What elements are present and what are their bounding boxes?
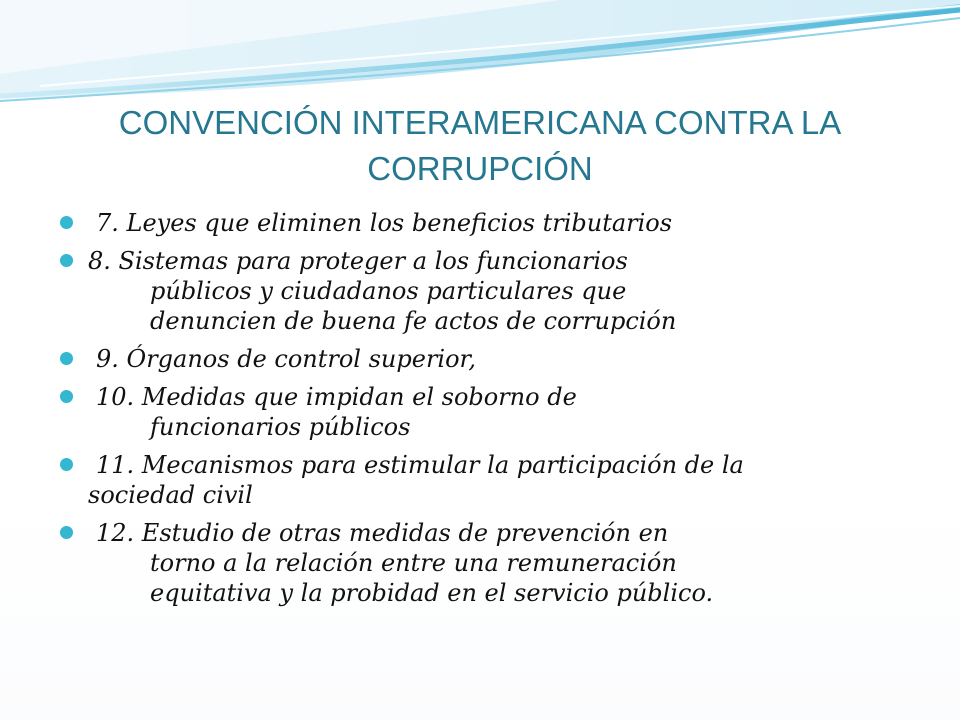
- bullet-dot-icon: [60, 526, 73, 539]
- bullet-text-continuation: funcionarios públicos: [150, 413, 411, 441]
- bullet-item-7: [60, 208, 920, 238]
- bullet-text: 11. Mecanismos para estimular la participación de la: [96, 451, 744, 479]
- bullet-item-12: [60, 518, 920, 608]
- slide-title: [60, 100, 900, 192]
- bullet-dot-icon: [60, 458, 73, 471]
- bullet-text: 10. Medidas que impidan el soborno de: [96, 383, 577, 411]
- bullet-text: 9. Órganos de control superior,: [96, 345, 477, 373]
- bullet-list: [60, 208, 920, 616]
- slide-title-line-1: CONVENCIÓN INTERAMERICANA CONTRA LA: [118, 104, 842, 141]
- bullet-dot-icon: [60, 390, 73, 403]
- bullet-text: 8. Sistemas para proteger a los funcionarios: [88, 247, 628, 275]
- bullet-text: 12. Estudio de otras medidas de prevención en: [96, 519, 669, 547]
- bullet-item-11: [60, 450, 920, 510]
- bullet-text-continuation: denuncien de buena fe actos de corrupción: [150, 307, 677, 335]
- bullet-text-continuation: equitativa y la probidad en el servicio público.: [150, 579, 714, 607]
- bullet-item-10: [60, 382, 920, 442]
- bullet-text-continuation: públicos y ciudadanos particulares que: [150, 277, 627, 305]
- bullet-item-9: [60, 344, 920, 374]
- slide-title-line-2: CORRUPCIÓN: [367, 150, 593, 187]
- bullet-dot-icon: [60, 254, 73, 267]
- bullet-text: 7. Leyes que eliminen los beneficios tributarios: [96, 209, 673, 237]
- bullet-dot-icon: [60, 352, 73, 365]
- bullet-text-continuation: sociedad civil: [88, 481, 253, 509]
- bullet-item-8: [60, 246, 920, 336]
- bullet-text-continuation: torno a la relación entre una remuneración: [150, 549, 677, 577]
- bullet-dot-icon: [60, 216, 73, 229]
